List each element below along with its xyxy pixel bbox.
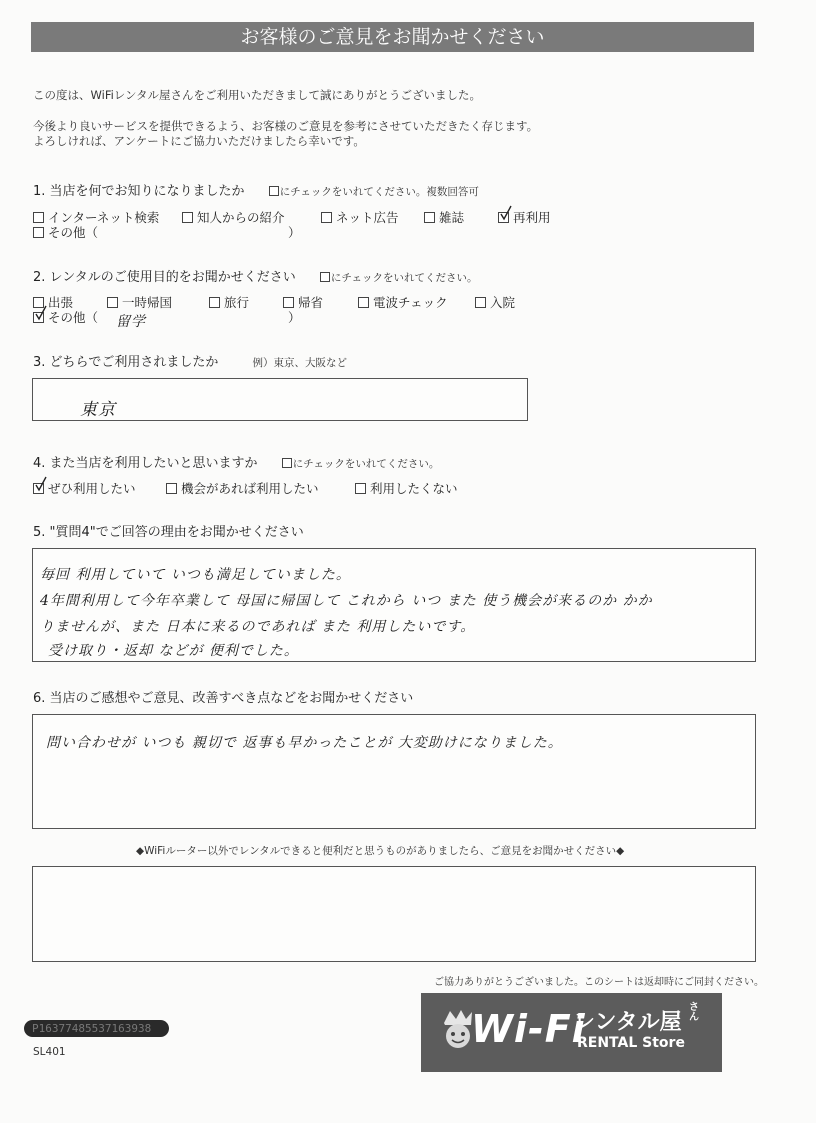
q4-option-no[interactable]: 利用したくない	[355, 479, 458, 497]
checkbox[interactable]	[107, 297, 118, 308]
thanks-note: ご協力ありがとうございました。このシートは返却時にご同封ください。	[434, 977, 764, 988]
question-6	[33, 687, 413, 706]
question-5-title: 5. "質問4"でご回答の理由をお聞かせください	[33, 525, 304, 540]
checkmark-icon	[35, 476, 47, 492]
q4-option-if-chance[interactable]: 機会があれば利用したい	[166, 479, 319, 497]
checkbox[interactable]	[475, 297, 486, 308]
q2-option-other[interactable]: その他（	[33, 308, 98, 326]
q1-option-reuse[interactable]: 再利用	[498, 208, 551, 226]
intro-line-2: 今後より良いサービスを提供できるよう、お客様のご意見を参考にさせていただきたく存じます。	[33, 119, 539, 133]
q2-option-business-trip[interactable]: 出張	[33, 293, 73, 311]
intro-line-3: よろしければ、アンケートにご協力いただけましたら幸いです。	[33, 134, 365, 148]
question-3-note: 例）東京、大阪など	[252, 357, 348, 369]
q1-other-close: ）	[288, 225, 301, 240]
question-1	[33, 180, 479, 199]
question-3	[33, 351, 347, 370]
q5-answer-line-2: 4年間利用して今年卒業して 母国に帰国して これから いつ また 使う機会が来るのか かか	[40, 593, 653, 609]
q6-answer-line-1: 問い合わせが いつも 親切で 返事も早かったことが 大変助けになりました。	[46, 735, 563, 751]
form-code: SL401	[33, 1046, 66, 1058]
q2-option-homecoming[interactable]: 帰省	[283, 293, 323, 311]
checkbox[interactable]	[355, 483, 366, 494]
checkbox[interactable]	[424, 212, 435, 223]
q2-other-handwritten: 留学	[116, 314, 146, 330]
logo-san: さん	[689, 1002, 699, 1023]
wifi-rental-logo	[421, 993, 722, 1072]
checkbox-legend-icon	[269, 186, 279, 196]
checkbox-checked[interactable]	[33, 312, 44, 323]
q2-other-close: ）	[288, 310, 301, 325]
question-4-note: にチェックをいれてください。	[292, 458, 440, 470]
q2-option-hospital[interactable]: 入院	[475, 293, 515, 311]
mascot-crown-icon	[441, 1009, 475, 1051]
question-6-title: 6. 当店のご感想やご意見、改善すべき点などをお聞かせください	[33, 691, 414, 706]
q2-option-travel[interactable]: 旅行	[209, 293, 249, 311]
redacted-barcode: P16377485537163938	[24, 1020, 169, 1037]
q2-option-temporary-return[interactable]: 一時帰国	[107, 293, 172, 311]
q1-option-internet-search[interactable]: インターネット検索	[33, 208, 159, 226]
question-2	[33, 266, 478, 285]
checkmark-icon	[500, 205, 512, 221]
q4-option-definitely[interactable]: ぜひ利用したい	[33, 479, 136, 497]
checkbox[interactable]	[166, 483, 177, 494]
q7-answer-box[interactable]	[32, 866, 756, 962]
survey-title: お客様のご意見をお聞かせください	[31, 22, 754, 52]
checkbox[interactable]	[283, 297, 294, 308]
logo-rental-en: RENTAL Store	[577, 1035, 685, 1051]
checkbox[interactable]	[358, 297, 369, 308]
q1-option-web-ad[interactable]: ネット広告	[321, 208, 399, 226]
checkbox[interactable]	[321, 212, 332, 223]
q1-option-magazine[interactable]: 雑誌	[424, 208, 464, 226]
question-4-title: 4. また当店を利用したいと思いますか	[33, 456, 258, 471]
q1-option-referral[interactable]: 知人からの紹介	[182, 208, 285, 226]
q3-handwritten-answer: 東京	[80, 400, 116, 420]
question-7-title: ◆WiFiルーター以外でレンタルできると便利だと思うものがありましたら、ご意見をお聞かせください◆	[136, 845, 625, 857]
question-3-title: 3. どちらでご利用されましたか	[33, 355, 219, 370]
question-1-title: 1. 当店を何でお知りになりましたか	[33, 184, 245, 199]
logo-rental-jp: レンタル屋	[573, 1010, 682, 1035]
checkbox[interactable]	[33, 227, 44, 238]
checkbox[interactable]	[33, 212, 44, 223]
checkbox-checked[interactable]	[498, 212, 509, 223]
checkbox-checked[interactable]	[33, 483, 44, 494]
q5-answer-line-4: 受け取り・返却 などが 便利でした。	[48, 643, 299, 659]
logo-wifi-text: Wi-Fi	[471, 1007, 586, 1051]
question-2-title: 2. レンタルのご使用目的をお聞かせください	[33, 270, 296, 285]
checkbox[interactable]	[209, 297, 220, 308]
question-1-note: にチェックをいれてください。複数回答可	[279, 186, 479, 198]
q5-answer-line-3: りませんが、また 日本に来るのであれば また 利用したいです。	[40, 619, 476, 635]
q1-option-other[interactable]: その他（	[33, 223, 98, 241]
question-5	[33, 521, 304, 540]
q5-answer-line-1: 毎回 利用していて いつも満足していました。	[40, 567, 351, 583]
checkbox[interactable]	[182, 212, 193, 223]
question-2-note: にチェックをいれてください。	[330, 272, 478, 284]
checkbox-legend-icon	[320, 272, 330, 282]
checkmark-icon	[35, 305, 47, 321]
intro-line-1: この度は、WiFiレンタル屋さんをご利用いただきまして誠にありがとうございました。	[33, 88, 482, 102]
q2-option-signal-check[interactable]: 電波チェック	[358, 293, 448, 311]
question-4	[33, 452, 439, 471]
checkbox-legend-icon	[282, 458, 292, 468]
